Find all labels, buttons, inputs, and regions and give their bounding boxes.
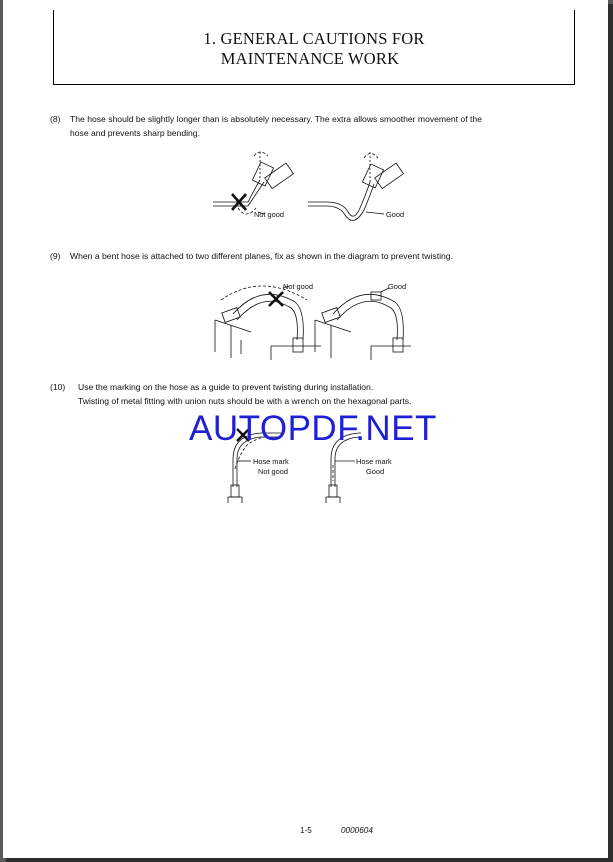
fig10-good-mark-label: Hose mark <box>356 457 392 466</box>
not-good-x-icon <box>269 292 283 306</box>
item-text-line: hose and prevents sharp bending. <box>70 128 200 138</box>
bent-hose-twist-diagram <box>211 280 411 360</box>
fig9-not-good-label: Not good <box>283 282 313 291</box>
page-number: 1-5 <box>300 826 312 835</box>
fig9-good-label: Good <box>388 282 407 291</box>
fig10-good-label: Good <box>366 467 385 476</box>
document-code: 0000604 <box>341 826 373 835</box>
title-box <box>53 10 575 85</box>
title-line-2: MAINTENANCE WORK <box>220 49 400 68</box>
item-number: (10) <box>50 382 66 392</box>
fig10-not-good-label: Not good <box>258 467 288 476</box>
page-shadow-bottom <box>6 858 613 862</box>
fig10-not-good-mark-label: Hose mark <box>253 457 289 466</box>
item-text-line: The hose should be slightly longer than is absolutely necessary. The extra allows smoother movement of the <box>70 114 482 124</box>
page-title <box>54 29 574 69</box>
fig8-good-label: Good <box>386 210 405 219</box>
item-text-line: Twisting of metal fitting with union nuts should be with a wrench on the hexagonal parts. <box>78 396 412 406</box>
item-number: (8) <box>50 114 61 124</box>
item-number: (9) <box>50 251 61 261</box>
title-line-1: 1. GENERAL CAUTIONS FOR <box>203 29 425 48</box>
watermark-text: AUTOPDF.NET <box>189 409 437 448</box>
manual-page <box>3 0 608 858</box>
item-text-line: Use the marking on the hose as a guide to prevent twisting during installation. <box>78 382 374 392</box>
item-text-line: When a bent hose is attached to two different planes, fix as shown in the diagram to prevent twisting. <box>70 251 453 261</box>
fig8-not-good-label: Not good <box>254 210 284 219</box>
page-shadow-right <box>608 4 613 862</box>
